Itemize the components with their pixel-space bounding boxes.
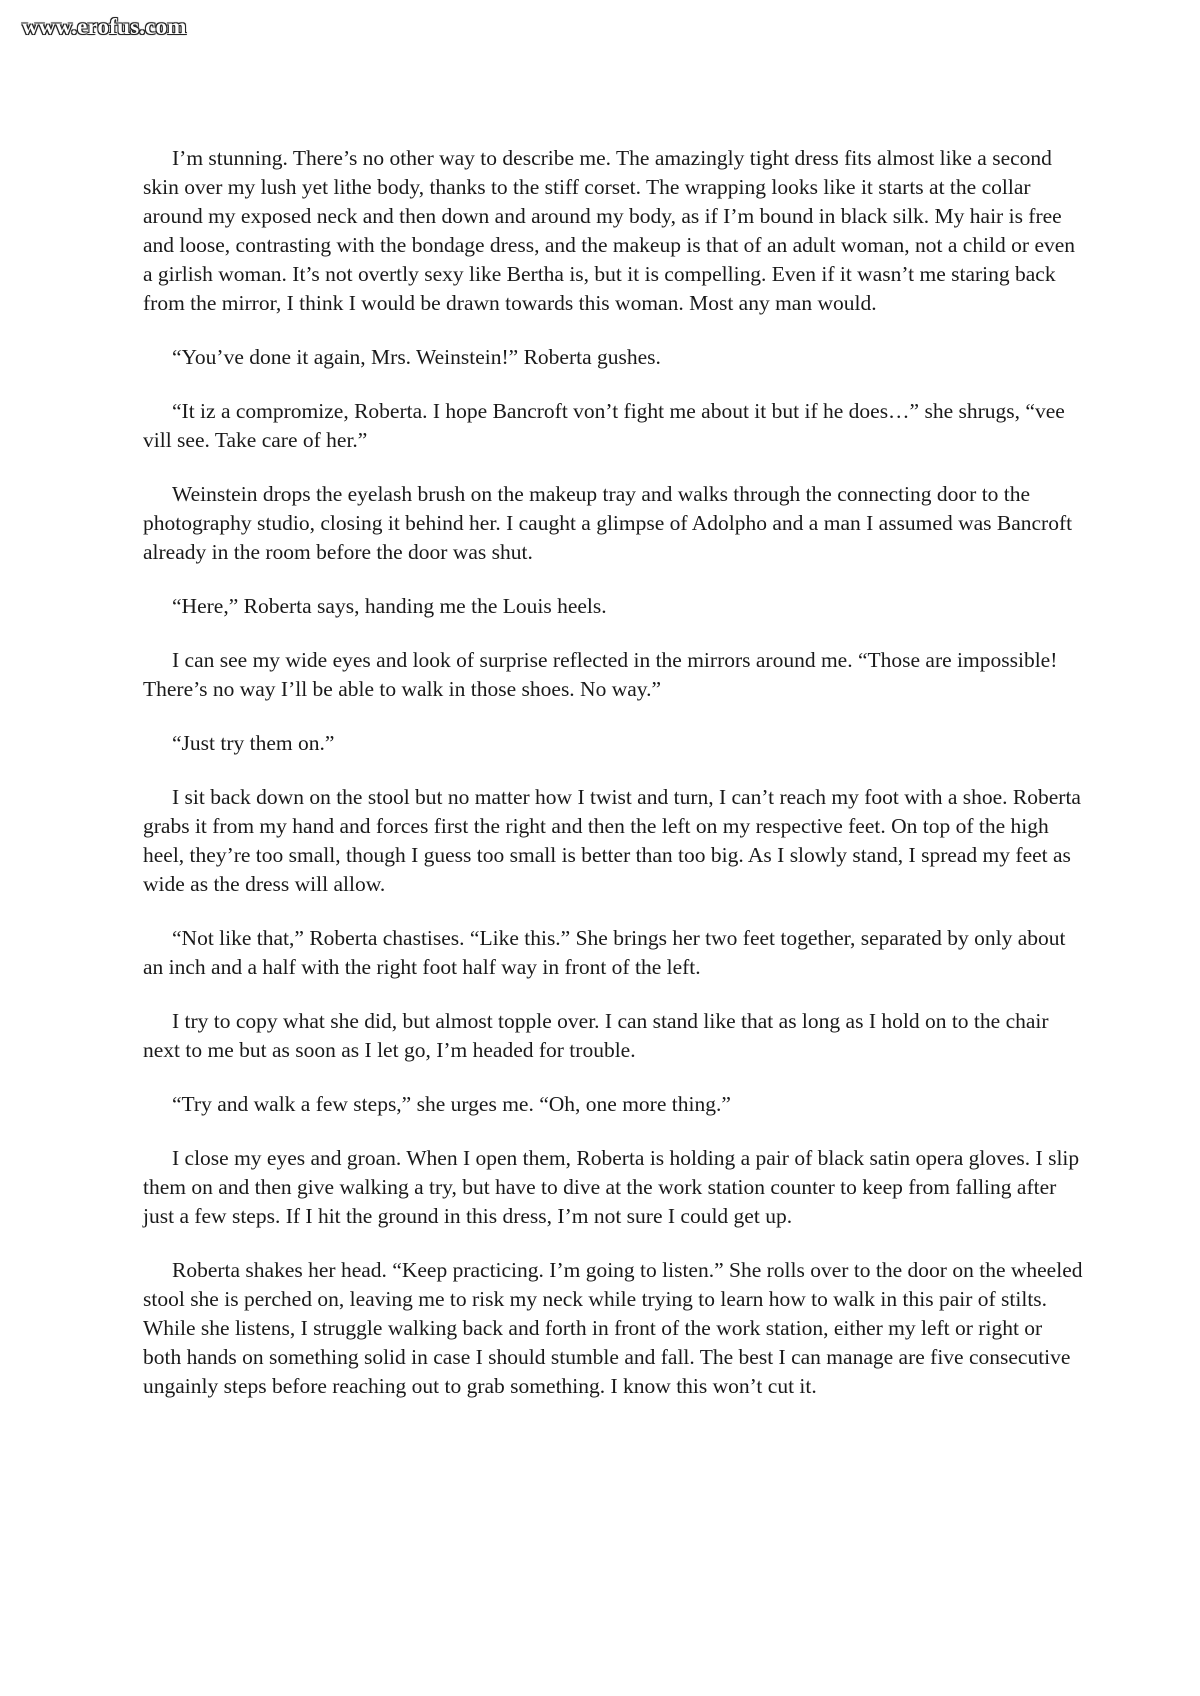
paragraph: “You’ve done it again, Mrs. Weinstein!” Roberta gushes.: [172, 345, 661, 369]
paragraph: “Try and walk a few steps,” she urges me. “Oh, one more thing.”: [172, 1092, 731, 1116]
watermark-logo: www.erofus.com: [22, 14, 187, 39]
paragraph: I can see my wide eyes and look of surprise reflected in the mirrors around me. “Those are impossible! There’s no way I’ll be able to walk in those shoes. No way.”: [143, 648, 1058, 701]
paragraph: “Just try them on.”: [172, 731, 335, 755]
paragraph: “It iz a compromize, Roberta. I hope Bancroft von’t fight me about it but if he does…” she shrugs, “vee vill see. Take care of her.”: [143, 399, 1065, 452]
paragraph: “Here,” Roberta says, handing me the Louis heels.: [172, 594, 607, 618]
paragraph: I sit back down on the stool but no matter how I twist and turn, I can’t reach my foot with a shoe. Roberta grabs it from my hand and forces first the right and then the left on my respective feet. On top of the high heel, they’re too small, though I guess too small is better than too big. As I slowly stand, I spread my feet as wide as the dress will allow.: [143, 785, 1081, 896]
paragraph: Roberta shakes her head. “Keep practicing. I’m going to listen.” She rolls over to the door on the wheeled stool she is perched on, leaving me to risk my neck while trying to learn how to walk in this pair of stilts. While she listens, I struggle walking back and forth in front of the work station, either my left or right or both hands on something solid in case I should stumble and fall. The best I can manage are five consecutive ungainly steps before reaching out to grab something. I know this won’t cut it.: [143, 1258, 1083, 1398]
page-body: [143, 144, 1083, 1426]
paragraph: I close my eyes and groan. When I open them, Roberta is holding a pair of black satin opera gloves. I slip them on and then give walking a try, but have to dive at the work station counter to keep from falling after just a few steps. If I hit the ground in this dress, I’m not sure I could get up.: [143, 1146, 1080, 1228]
paragraph: I try to copy what she did, but almost topple over. I can stand like that as long as I hold on to the chair next to me but as soon as I let go, I’m headed for trouble.: [143, 1009, 1049, 1062]
paragraph: I’m stunning. There’s no other way to describe me. The amazingly tight dress fits almost like a second skin over my lush yet lithe body, thanks to the stiff corset. The wrapping looks like it starts at the collar around my exposed neck and then down and around my body, as if I’m bound in black silk. My hair is free and loose, contrasting with the bondage dress, and the makeup is that of an adult woman, not a child or even a girlish woman. It’s not overtly sexy like Bertha is, but it is compelling. Even if it wasn’t me staring back from the mirror, I think I would be drawn towards this woman. Most any man would.: [143, 146, 1076, 315]
paragraph: Weinstein drops the eyelash brush on the makeup tray and walks through the connecting door to the photography studio, closing it behind her. I caught a glimpse of Adolpho and a man I assumed was Bancroft already in the room before the door was shut.: [143, 482, 1073, 564]
paragraph: “Not like that,” Roberta chastises. “Like this.” She brings her two feet together, separated by only about an inch and a half with the right foot half way in front of the left.: [143, 926, 1066, 979]
